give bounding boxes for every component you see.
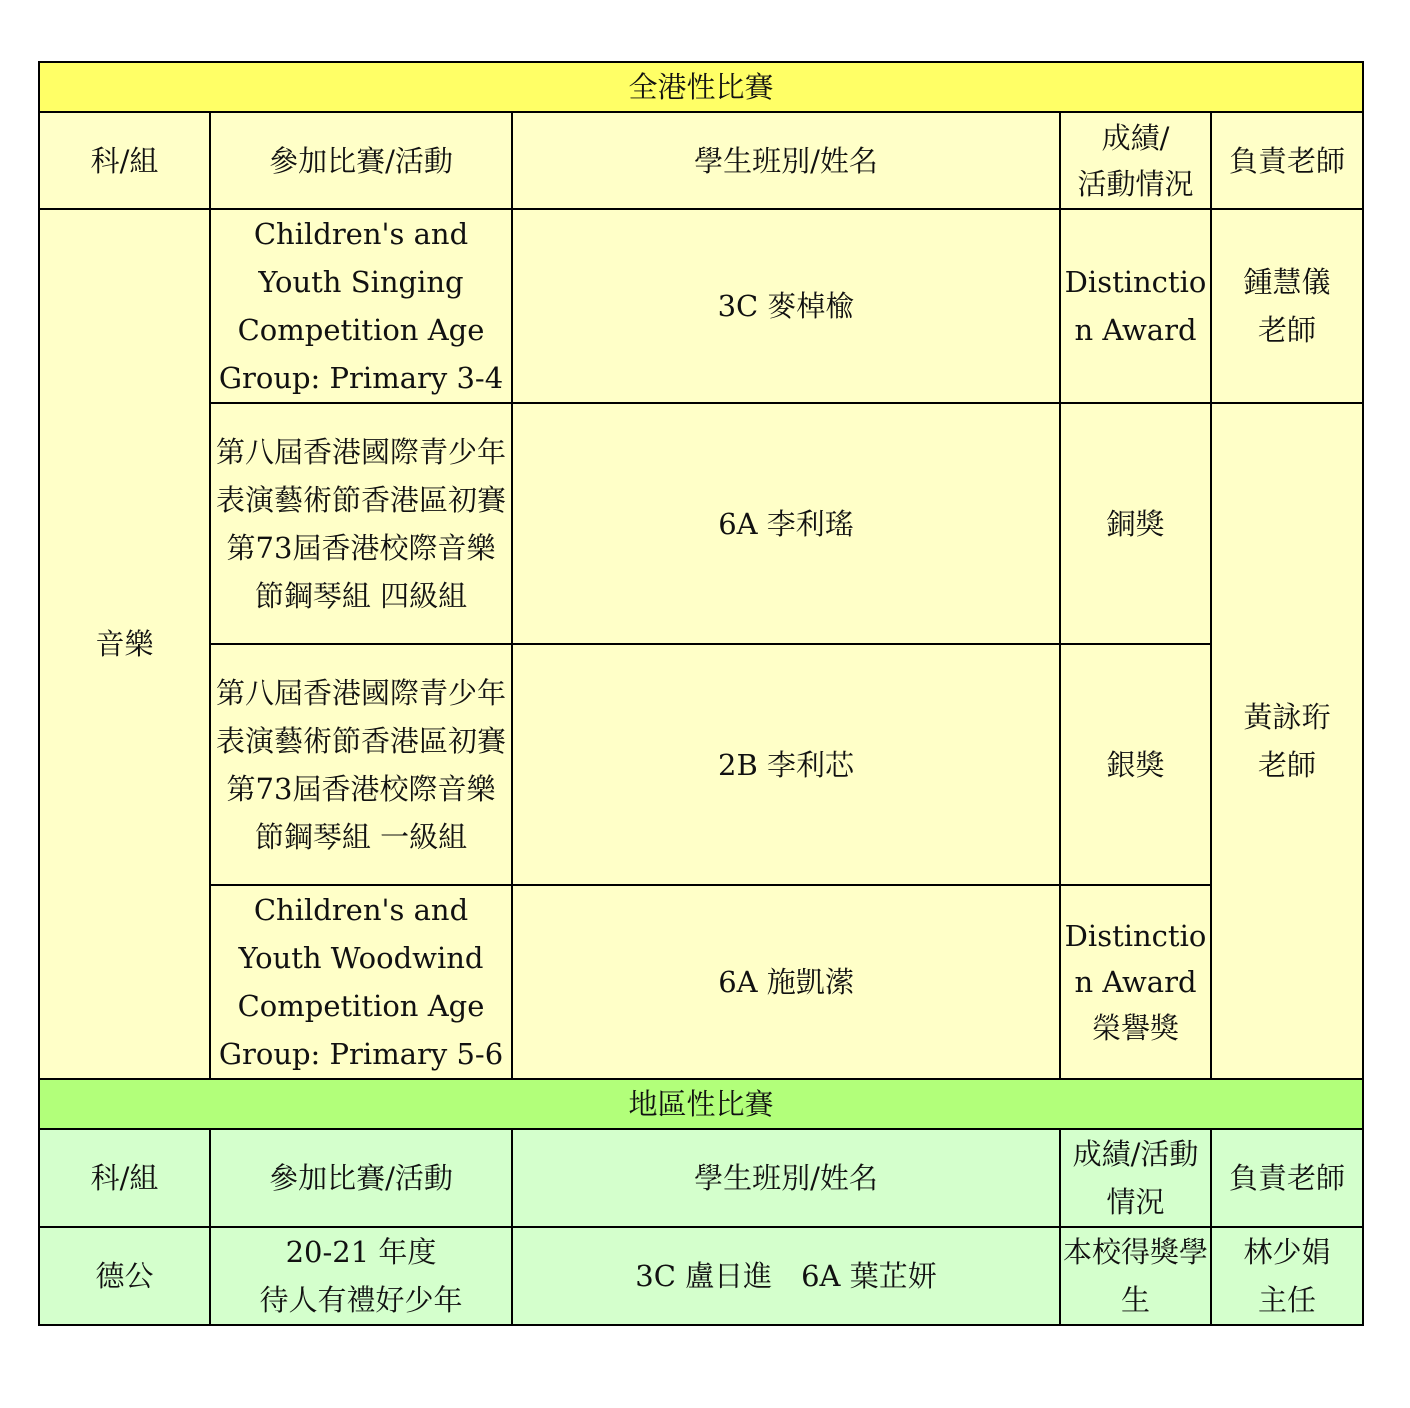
- result-cell: Distinction Award 榮譽獎: [1060, 885, 1211, 1079]
- table-row: [39, 1227, 1363, 1325]
- district-section-title: 地區性比賽: [39, 1079, 1363, 1129]
- result-cell: Distinction Award: [1060, 209, 1211, 403]
- student-cell: 6A 李利瑤: [512, 403, 1060, 644]
- national-column-header-row: [39, 112, 1363, 209]
- header-student: 學生班別/姓名: [512, 112, 1060, 209]
- result-cell: 銅獎: [1060, 403, 1211, 644]
- subject-cell: 德公: [39, 1227, 210, 1325]
- table-row: [39, 644, 1363, 885]
- student-cell: 6A 施凱潆: [512, 885, 1060, 1079]
- national-section-title: 全港性比賽: [39, 62, 1363, 112]
- header-teacher: 負責老師: [1211, 1129, 1363, 1227]
- competition-cell: Children's and Youth Singing Competition Age Group: Primary 3-4: [210, 209, 512, 403]
- district-column-header-row: [39, 1129, 1363, 1227]
- subject-cell-music: 音樂: [39, 209, 210, 1079]
- header-teacher: 負責老師: [1211, 112, 1363, 209]
- header-result: 成績/活動情況: [1060, 1129, 1211, 1227]
- teacher-cell: 鍾慧儀 老師: [1211, 209, 1363, 403]
- student-cell: 2B 李利芯: [512, 644, 1060, 885]
- teacher-cell: 林少娟 主任: [1211, 1227, 1363, 1325]
- result-cell: 銀獎: [1060, 644, 1211, 885]
- header-subject: 科/組: [39, 1129, 210, 1227]
- header-result: 成績/ 活動情況: [1060, 112, 1211, 209]
- district-section-header-row: [39, 1079, 1363, 1129]
- header-student: 學生班別/姓名: [512, 1129, 1060, 1227]
- header-competition: 參加比賽/活動: [210, 1129, 512, 1227]
- result-cell: 本校得獎學生: [1060, 1227, 1211, 1325]
- competition-cell: Children's and Youth Woodwind Competition Age Group: Primary 5-6: [210, 885, 512, 1079]
- competition-cell: 第八屆香港國際青少年表演藝術節香港區初賽 第73屆香港校際音樂節鋼琴組 一級組: [210, 644, 512, 885]
- student-cell: 3C 盧日進 6A 葉芷妍: [512, 1227, 1060, 1325]
- header-subject: 科/組: [39, 112, 210, 209]
- header-competition: 參加比賽/活動: [210, 112, 512, 209]
- table-row: [39, 209, 1363, 403]
- table-row: [39, 885, 1363, 1079]
- competition-cell: 第八屆香港國際青少年表演藝術節香港區初賽 第73屆香港校際音樂節鋼琴組 四級組: [210, 403, 512, 644]
- competition-cell: 20-21 年度 待人有禮好少年: [210, 1227, 512, 1325]
- student-cell: 3C 麥棹楡: [512, 209, 1060, 403]
- national-section-header-row: [39, 62, 1363, 112]
- teacher-cell: 黃詠珩 老師: [1211, 403, 1363, 1079]
- table-row: [39, 403, 1363, 644]
- awards-table: [38, 61, 1364, 1326]
